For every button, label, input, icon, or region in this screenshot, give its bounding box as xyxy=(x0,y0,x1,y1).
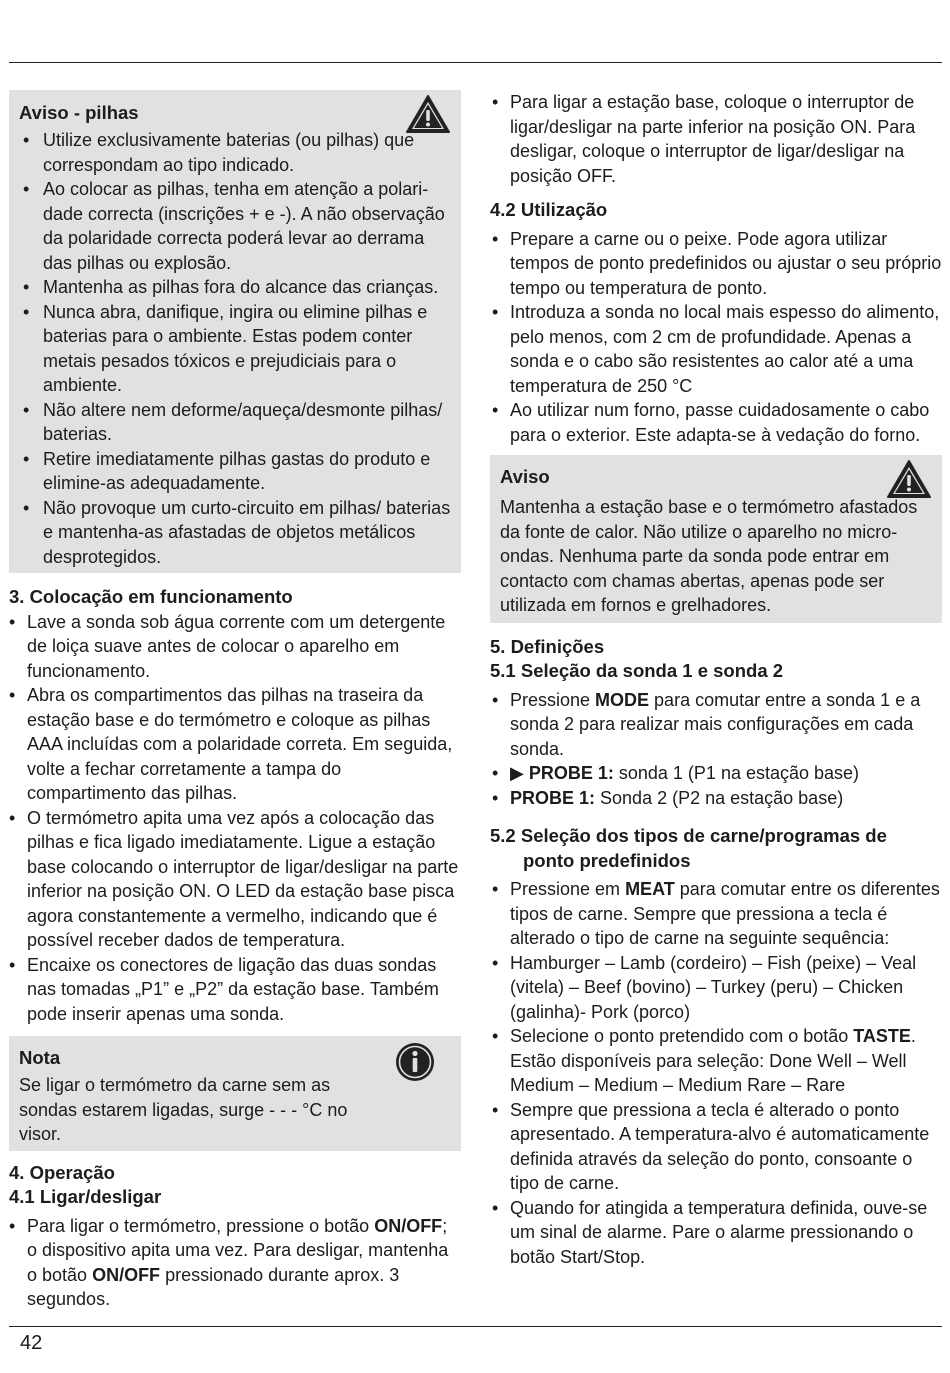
list-item: • Introduza a sonda no local mais espesso do alimento, pelo menos, com 2 cm de profundidade. Apenas a sonda e o cabo são resistentes ao calor até a uma temperatura de 250 °C xyxy=(510,300,942,398)
list-item: • Ao utilizar num forno, passe cuidadosamente o cabo para o exterior. Este adapta-se à vedação do forno. xyxy=(510,398,942,447)
note-text: Se ligar o termómetro da carne sem as sondas estarem ligadas, surge - - - °C no visor. xyxy=(19,1075,348,1144)
section-5-2-heading: 5.2 Seleção dos tipos de carne/programas de ponto predefinidos xyxy=(490,825,887,871)
list-item: • Sempre que pressiona a tecla é alterado o ponto apresentado. A temperatura-alvo é automaticamente definida através da seleção do ponto, consoante o tipo de carne. xyxy=(510,1098,942,1196)
list-item xyxy=(510,1024,942,1098)
list-item xyxy=(510,688,942,762)
battery-warning-list xyxy=(19,128,451,569)
note-title: Nota xyxy=(19,1047,61,1068)
list-item xyxy=(510,786,942,811)
heat-warning-title: Aviso xyxy=(500,466,550,487)
text-run: para comutar entre os diferentes tipos de carne. Sempre que pressiona a tecla é alterado o tipo de carne na seguinte sequência: xyxy=(510,879,940,948)
text-run: Para ligar o termómetro, pressione o botão xyxy=(27,1215,375,1236)
page-number: 42 xyxy=(20,1332,43,1354)
on-off-label: ON/OFF xyxy=(92,1264,161,1285)
section-5-1-list xyxy=(490,688,942,811)
section-4-2-list xyxy=(490,227,942,448)
bottom-rule xyxy=(9,1326,942,1327)
list-item xyxy=(510,877,942,951)
text-run: . Estão disponíveis para seleção: Done Well – Well Medium – Medium – Medium Rare – Rare xyxy=(510,1026,916,1095)
section-4-2-heading: 4.2 Utilização xyxy=(490,199,608,220)
list-item: • Não altere nem deforme/aqueça/desmonte pilhas/ baterias. xyxy=(41,398,451,447)
heat-warning-box xyxy=(490,455,942,623)
text-run: Pressione xyxy=(510,689,596,710)
text-run: ; o dispositivo apita uma vez. Para desligar, mantenha o botão xyxy=(27,1215,449,1285)
section-4-1-list-continued xyxy=(490,90,942,188)
list-item xyxy=(27,1214,461,1312)
warning-triangle-icon xyxy=(886,459,932,499)
section-4-1-list xyxy=(9,1214,461,1312)
section-5-2-list xyxy=(490,877,942,1269)
meat-label: MEAT xyxy=(625,879,675,899)
taste-label: TASTE xyxy=(853,1026,911,1046)
list-item: • Não provoque um curto-circuito em pilhas/ baterias e mantenha-as afastadas de objetos metálicos desprotegidos. xyxy=(41,496,451,570)
top-rule xyxy=(9,62,942,63)
text-run: Selecione o ponto pretendido com o botão xyxy=(510,1026,854,1046)
section-3-list xyxy=(9,610,461,1027)
heat-warning-text: Mantenha a estação base e o termómetro afastados da fonte de calor. Não utilize o aparelho no micro-ondas. Nenhuma parte da sonda pode entrar em contacto com chamas abertas, apenas pode ser utilizada em fornos e grelhadores. xyxy=(500,497,918,615)
on-off-label: ON/OFF xyxy=(374,1215,443,1236)
probe-label: PROBE 1: xyxy=(510,787,596,808)
battery-warning-title: Aviso - pilhas xyxy=(19,102,139,123)
battery-warning-box xyxy=(9,90,461,573)
section-4-1-heading: 4.1 Ligar/desligar xyxy=(9,1186,162,1207)
list-item: • Quando for atingida a temperatura definida, ouve-se um sinal de alarme. Pare o alarme pressionando o botão Start/Stop. xyxy=(510,1196,942,1270)
list-item: • Para ligar a estação base, coloque o interruptor de ligar/desligar na parte inferior na posição ON. Para desligar, coloque o interruptor de ligar/desligar na posição OFF. xyxy=(510,90,942,188)
list-item: • Nunca abra, danifique, ingira ou elimine pilhas e baterias para o ambiente. Estas podem conter metais pesados tóxicos e prejudiciais para o ambiente. xyxy=(41,300,451,398)
section-5-1-heading: 5.1 Seleção da sonda 1 e sonda 2 xyxy=(490,660,784,681)
list-item: • Mantenha as pilhas fora do alcance das crianças. xyxy=(41,275,451,300)
list-item: • Abra os compartimentos das pilhas na traseira da estação base e do termómetro e coloque as pilhas AAA incluídas com a polaridade correta. Em seguida, volte a fechar corretamente a tampa do compartimento das pilhas. xyxy=(27,683,461,806)
list-item: • O termómetro apita uma vez após a colocação das pilhas e fica ligado imediatamente. Ligue a estação base colocando o interruptor de ligar/desligar na parte inferior na posição ON. O LED da estação base pisca agora constantemente a vermelho, indicando que é possível receber dados de temperatura. xyxy=(27,806,461,953)
list-item: • Encaixe os conectores de ligação das duas sondas nas tomadas „P1” e „P2” da estação base. Também pode inserir apenas uma sonda. xyxy=(27,953,461,1027)
list-item: • Hamburger – Lamb (cordeiro) – Fish (peixe) – Veal (vitela) – Beef (bovino) – Turkey (peru) – Chicken (galinha)- Pork (porco) xyxy=(510,951,942,1025)
right-column xyxy=(490,90,942,1269)
list-item: • Retire imediatamente pilhas gastas do produto e elimine-as adequadamente. xyxy=(41,447,451,496)
info-circle-icon xyxy=(395,1042,435,1082)
list-item: • Lave a sonda sob água corrente com um detergente de loiça suave antes de colocar o aparelho em funcionamento. xyxy=(27,610,461,684)
text-run: para comutar entre a sonda 1 e a sonda 2 para realizar mais configurações em cada sonda. xyxy=(510,689,921,759)
list-item xyxy=(510,761,942,786)
probe-label: ▶ PROBE 1: xyxy=(510,763,614,783)
text-run: Pressione em xyxy=(510,879,626,899)
list-item: • Prepare a carne ou o peixe. Pode agora utilizar tempos de ponto predefinidos ou ajustar o seu próprio tempo ou temperatura de ponto. xyxy=(510,227,942,301)
note-box xyxy=(9,1036,461,1151)
list-item: • Ao colocar as pilhas, tenha em atenção a polaridade correcta (inscrições + e -). A não observação da polaridade correcta poderá levar ao derrama das pilhas ou explosão. xyxy=(41,177,451,275)
section-3-heading: 3. Colocação em funcionamento xyxy=(9,586,293,607)
section-5-heading: 5. Definições xyxy=(490,635,605,657)
text-run: pressionado durante aprox. 3 segundos. xyxy=(27,1264,400,1309)
text-run: Sonda 2 (P2 na estação base) xyxy=(595,787,844,808)
list-item: • Utilize exclusivamente baterias (ou pilhas) que correspondam ao tipo indicado. xyxy=(41,128,451,177)
left-column xyxy=(9,90,461,1312)
mode-label: MODE xyxy=(595,689,650,710)
section-4-heading: 4. Operação xyxy=(9,1161,115,1183)
text-run: sonda 1 (P1 na estação base) xyxy=(613,763,860,783)
